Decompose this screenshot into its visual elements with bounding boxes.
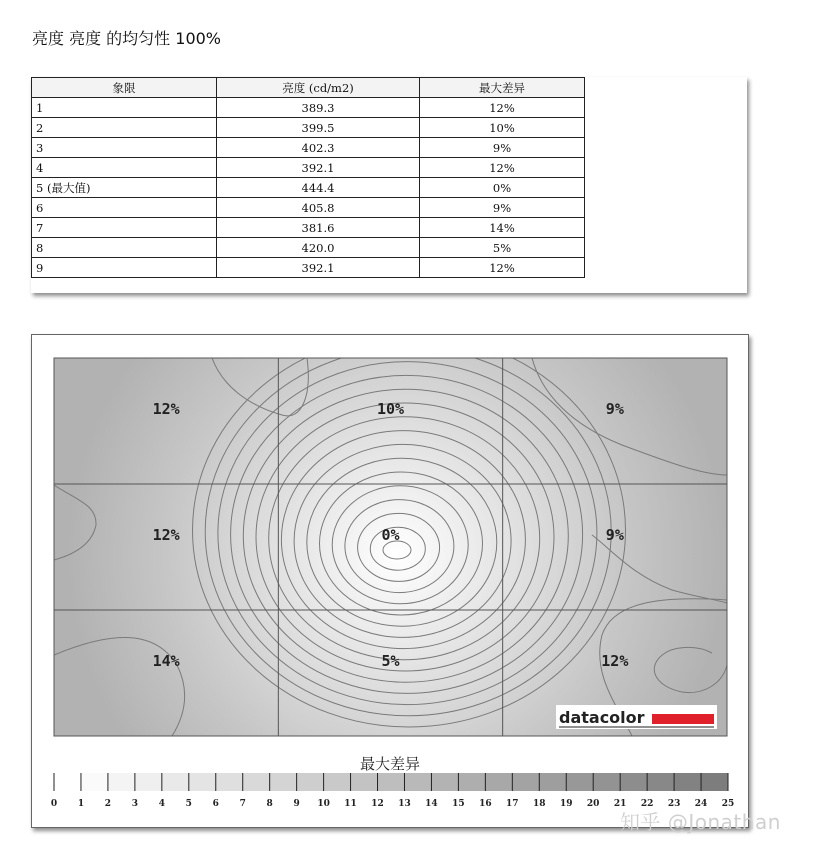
- luminance-table-card: [31, 77, 747, 293]
- cell-luminance: 381.6: [217, 218, 420, 238]
- scale-block: [539, 773, 566, 791]
- cell-quadrant: 5 (最大值): [32, 178, 217, 198]
- scale-tick-label: 22: [640, 799, 654, 809]
- table-row: [32, 198, 585, 218]
- cell-max-diff: 9%: [420, 138, 585, 158]
- heatmap-cell-label: 10%: [376, 400, 405, 418]
- cell-quadrant: 6: [32, 198, 217, 218]
- cell-luminance: 392.1: [217, 258, 420, 278]
- heatmap-cell-label: 0%: [381, 526, 400, 544]
- scale-block: [81, 773, 108, 791]
- scale-block: [108, 773, 135, 791]
- scale-tick-label: 2: [104, 799, 112, 809]
- uniformity-chart-card: [31, 334, 749, 828]
- cell-quadrant: 4: [32, 158, 217, 178]
- scale-tick-label: 5: [185, 799, 192, 809]
- scale-tick-label: 13: [398, 799, 411, 809]
- scale-block: [135, 773, 162, 791]
- scale-tick-label: 12: [371, 799, 384, 809]
- legend-title: 最大差异: [359, 755, 420, 773]
- scale-tick-label: 14: [425, 799, 438, 809]
- scale-tick-label: 20: [586, 799, 600, 809]
- table-header-row: [32, 78, 585, 98]
- scale-block: [216, 773, 243, 791]
- scale-tick-label: 17: [506, 799, 519, 809]
- heatmap-cell-label: 9%: [605, 400, 624, 418]
- watermark: 知乎 @Jonathan: [620, 810, 781, 834]
- heatmap-cell-label: 12%: [601, 652, 629, 670]
- table-row: [32, 138, 585, 158]
- cell-max-diff: 12%: [420, 258, 585, 278]
- table-row: [32, 238, 585, 258]
- cell-max-diff: 10%: [420, 118, 585, 138]
- datacolor-logo-text: datacolor: [559, 708, 645, 727]
- scale-tick-label: 8: [266, 799, 273, 809]
- scale-tick-label: 0: [50, 799, 58, 809]
- table-row: [32, 98, 585, 118]
- scale-block: [431, 773, 458, 791]
- heatmap-cell-label: 9%: [605, 526, 624, 544]
- scale-tick-label: 24: [694, 799, 708, 809]
- scale-block: [378, 773, 405, 791]
- cell-max-diff: 5%: [420, 238, 585, 258]
- scale-tick-label: 23: [667, 799, 681, 809]
- scale-block: [162, 773, 189, 791]
- scale-tick-label: 11: [344, 799, 357, 809]
- cell-quadrant: 3: [32, 138, 217, 158]
- cell-luminance: 399.5: [217, 118, 420, 138]
- scale-tick-label: 4: [158, 799, 165, 809]
- scale-tick-label: 21: [613, 799, 627, 809]
- table-row: [32, 118, 585, 138]
- scale-tick-label: 1: [77, 799, 85, 809]
- scale-block: [593, 773, 620, 791]
- scale-block: [701, 773, 728, 791]
- scale-tick-label: 9: [293, 799, 300, 809]
- scale-block: [485, 773, 512, 791]
- scale-block: [54, 773, 81, 791]
- scale-block: [324, 773, 351, 791]
- scale-block: [243, 773, 270, 791]
- scale-block: [512, 773, 539, 791]
- scale-block: [189, 773, 216, 791]
- cell-luminance: 420.0: [217, 238, 420, 258]
- cell-max-diff: 14%: [420, 218, 585, 238]
- scale-tick-label: 15: [452, 799, 465, 809]
- cell-quadrant: 1: [32, 98, 217, 118]
- cell-max-diff: 9%: [420, 198, 585, 218]
- header-quadrant: 象限: [32, 78, 217, 98]
- difference-scale: [32, 335, 748, 827]
- cell-luminance: 405.8: [217, 198, 420, 218]
- scale-tick-label: 25: [721, 799, 735, 809]
- heatmap-cell-label: 12%: [152, 400, 180, 418]
- header-luminance: 亮度 (cd/m2): [217, 78, 420, 98]
- scale-tick-label: 7: [239, 799, 246, 809]
- scale-block: [270, 773, 297, 791]
- cell-max-diff: 0%: [420, 178, 585, 198]
- scale-block: [620, 773, 647, 791]
- scale-tick-label: 3: [131, 799, 139, 809]
- table-body: [32, 98, 585, 278]
- page-title: 亮度 亮度 的均匀性 100%: [32, 29, 222, 48]
- cell-quadrant: 2: [32, 118, 217, 138]
- scale-tick-label: 19: [559, 799, 573, 809]
- heatmap-cell-label: 14%: [152, 652, 180, 670]
- luminance-table: [31, 77, 585, 278]
- cell-quadrant: 7: [32, 218, 217, 238]
- scale-block: [566, 773, 593, 791]
- header-max-diff: 最大差异: [420, 78, 585, 98]
- heatmap-cell-label: 5%: [381, 652, 400, 670]
- scale-block: [674, 773, 701, 791]
- table-row: [32, 158, 585, 178]
- scale-block: [647, 773, 674, 791]
- scale-block: [404, 773, 431, 791]
- table-row: [32, 178, 585, 198]
- heatmap-cell-label: 12%: [152, 526, 180, 544]
- cell-quadrant: 9: [32, 258, 217, 278]
- scale-tick-label: 10: [317, 799, 330, 809]
- cell-luminance: 389.3: [217, 98, 420, 118]
- scale-block: [297, 773, 324, 791]
- cell-max-diff: 12%: [420, 158, 585, 178]
- cell-luminance: 392.1: [217, 158, 420, 178]
- scale-tick-label: 18: [533, 799, 546, 809]
- table-row: [32, 218, 585, 238]
- cell-max-diff: 12%: [420, 98, 585, 118]
- scale-block: [351, 773, 378, 791]
- cell-luminance: 444.4: [217, 178, 420, 198]
- scale-tick-label: 16: [479, 799, 492, 809]
- table-row: [32, 258, 585, 278]
- cell-luminance: 402.3: [217, 138, 420, 158]
- scale-tick-label: 6: [212, 799, 219, 809]
- scale-block: [458, 773, 485, 791]
- cell-quadrant: 8: [32, 238, 217, 258]
